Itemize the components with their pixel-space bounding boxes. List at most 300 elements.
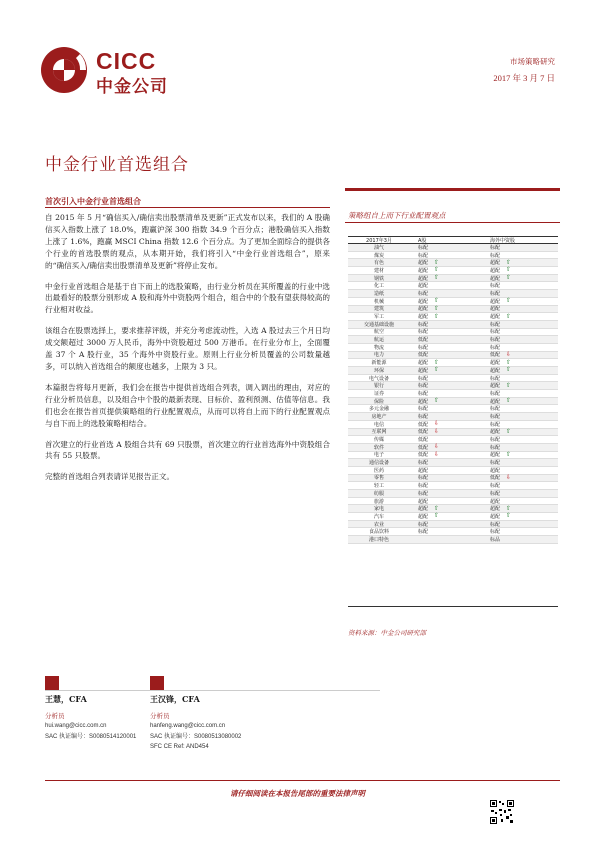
report-date: 2017 年 3 月 7 日 <box>493 73 555 83</box>
table-row <box>348 359 558 367</box>
sector-name: 新能源 <box>371 360 387 367</box>
upgrade-arrow-icon: ⇧ <box>434 258 440 266</box>
footer-rule <box>45 780 560 781</box>
offshore-rating: 标配 <box>490 444 501 451</box>
a-share-rating-cell <box>410 321 480 328</box>
sector-name: 房地产 <box>371 413 387 420</box>
sector-name: 环保 <box>373 367 384 374</box>
a-share-rating-cell <box>410 467 480 474</box>
a-share-rating: 标配 <box>418 375 429 382</box>
offshore-rating: 标配 <box>490 421 501 428</box>
upgrade-arrow-icon: ⇧ <box>506 450 512 458</box>
downgrade-arrow-icon: ⇩ <box>506 473 512 481</box>
offshore-rating-cell <box>480 382 558 389</box>
offshore-rating-cell <box>480 428 558 435</box>
offshore-rating: 超配 <box>490 513 501 520</box>
table-row <box>348 382 558 390</box>
section-divider <box>45 207 330 208</box>
a-share-rating: 超配 <box>418 298 429 305</box>
offshore-rating: 标配 <box>490 413 501 420</box>
qr-code-icon <box>490 800 514 824</box>
a-share-rating-cell <box>410 382 480 389</box>
paragraph-5: 首次建立的行业首选 A 股组合共有 69 只股票，首次建立的行业首选海外中资股组合共有 55 只股票。 <box>45 439 330 461</box>
sector-name: 医药 <box>373 467 384 474</box>
offshore-rating-cell <box>480 344 558 351</box>
table-row <box>348 498 558 506</box>
paragraph-3: 该组合在股票选择上，要求推荐评级，并充分考虑流动性，入选 A 股过去三个月日均成交额超过 3000 万人民币，海外中资股超过 500 万港币。在行业分布上，全面覆盖 37 个 A 股行业，35 个海外中资股行业。原则上行业分析员覆盖的公司数量越多，可以纳入首选组合的额度也越多，上限为 3 只。 <box>45 326 330 371</box>
table-row <box>348 490 558 498</box>
downgrade-arrow-icon: ⇩ <box>434 450 440 458</box>
sector-name: 家电 <box>373 506 384 513</box>
downgrade-arrow-icon: ⇩ <box>434 427 440 435</box>
table-row <box>348 252 558 260</box>
a-share-rating-cell <box>410 482 480 489</box>
upgrade-arrow-icon: ⇧ <box>506 381 512 389</box>
offshore-rating-cell <box>480 444 558 451</box>
table-row <box>348 390 558 398</box>
offshore-rating-cell <box>480 367 558 374</box>
header-offshore: 海外中资股 <box>490 237 516 244</box>
upgrade-arrow-icon: ⇧ <box>506 258 512 266</box>
a-share-rating: 超配 <box>418 260 429 267</box>
upgrade-arrow-icon: ⇧ <box>434 266 440 274</box>
a-share-rating: 超配 <box>418 283 429 290</box>
a-share-rating-cell <box>410 244 480 251</box>
upgrade-arrow-icon: ⇧ <box>434 512 440 520</box>
offshore-rating-cell <box>480 521 558 528</box>
offshore-rating-cell <box>480 405 558 412</box>
a-share-rating-cell <box>410 505 480 512</box>
sector-name: 电信 <box>373 421 384 428</box>
offshore-rating-cell <box>480 375 558 382</box>
offshore-rating-cell <box>480 359 558 366</box>
sector-name: 港口特色 <box>368 536 389 543</box>
author-2-role: 分析员 <box>150 711 170 720</box>
offshore-rating: 超配 <box>490 360 501 367</box>
offshore-rating-cell <box>480 536 558 543</box>
a-share-rating: 标配 <box>418 413 429 420</box>
offshore-rating-cell <box>480 490 558 497</box>
upgrade-arrow-icon: ⇧ <box>506 358 512 366</box>
table-row <box>348 482 558 490</box>
offshore-rating: 标配 <box>490 375 501 382</box>
a-share-rating: 标配 <box>418 521 429 528</box>
cicc-logo <box>40 44 190 96</box>
offshore-rating-cell <box>480 474 558 481</box>
offshore-rating-cell <box>480 321 558 328</box>
table-row <box>348 444 558 452</box>
a-share-rating: 超配 <box>418 398 429 405</box>
offshore-rating: 标配 <box>490 252 501 259</box>
a-share-rating: 标配 <box>418 406 429 413</box>
sector-name: 建材 <box>373 267 384 274</box>
a-share-rating-cell <box>410 267 480 274</box>
report-category: 市场策略研究 <box>510 57 555 66</box>
a-share-rating-cell <box>410 444 480 451</box>
offshore-rating: 标配 <box>490 321 501 328</box>
a-share-rating-cell <box>410 344 480 351</box>
offshore-rating: 标配 <box>490 483 501 490</box>
offshore-rating: 标配 <box>490 521 501 528</box>
offshore-rating-cell <box>480 436 558 443</box>
a-share-rating: 超配 <box>418 306 429 313</box>
upgrade-arrow-icon: ⇧ <box>434 366 440 374</box>
offshore-rating: 超配 <box>490 306 501 313</box>
a-share-rating-cell <box>410 413 480 420</box>
table-row <box>348 375 558 383</box>
sector-name: 机械 <box>373 298 384 305</box>
offshore-rating-cell <box>480 351 558 358</box>
a-share-rating-cell <box>410 528 480 535</box>
a-share-rating: 标配 <box>418 529 429 536</box>
table-row <box>348 282 558 290</box>
sector-allocation-table <box>348 236 558 544</box>
offshore-rating-cell <box>480 298 558 305</box>
offshore-rating: 标品 <box>490 536 501 543</box>
downgrade-arrow-icon: ⇩ <box>434 420 440 428</box>
upgrade-arrow-icon: ⇧ <box>506 297 512 305</box>
sector-name: 电力 <box>373 352 384 359</box>
offshore-rating: 标配 <box>490 490 501 497</box>
a-share-rating: 超配 <box>418 275 429 282</box>
offshore-rating: 标配 <box>490 244 501 251</box>
a-share-rating: 低配 <box>418 352 429 359</box>
table-row <box>348 298 558 306</box>
a-share-rating-cell <box>410 513 480 520</box>
downgrade-arrow-icon: ⇩ <box>434 443 440 451</box>
sector-name: 零售 <box>373 475 384 482</box>
offshore-rating-cell <box>480 275 558 282</box>
sidebar-title: 策略组自上而下行业配置观点 <box>348 211 446 220</box>
a-share-rating-cell <box>410 498 480 505</box>
sector-name: 软件 <box>373 444 384 451</box>
a-share-rating-cell <box>410 421 480 428</box>
a-share-rating-cell <box>410 367 480 374</box>
a-share-rating: 低配 <box>418 452 429 459</box>
offshore-rating-cell <box>480 267 558 274</box>
a-share-rating-cell <box>410 252 480 259</box>
offshore-rating-cell <box>480 390 558 397</box>
offshore-rating-cell <box>480 513 558 520</box>
offshore-rating-cell <box>480 467 558 474</box>
logo-text-en: CICC <box>96 48 157 74</box>
offshore-rating: 超配 <box>490 267 501 274</box>
offshore-rating-cell <box>480 498 558 505</box>
author-1 <box>45 694 136 742</box>
offshore-rating-cell <box>480 328 558 335</box>
offshore-rating-cell <box>480 282 558 289</box>
a-share-rating: 超配 <box>418 314 429 321</box>
a-share-rating: 标配 <box>418 244 429 251</box>
sidebar-title-rule <box>345 222 560 223</box>
sector-name: 电气设备 <box>368 375 389 382</box>
sector-name: 证券 <box>373 390 384 397</box>
a-share-rating-cell <box>410 359 480 366</box>
table-row <box>348 306 558 314</box>
a-share-rating-cell <box>410 436 480 443</box>
upgrade-arrow-icon: ⇧ <box>506 504 512 512</box>
author-2 <box>150 694 241 753</box>
table-row <box>348 528 558 536</box>
sector-name: 油气 <box>373 244 384 251</box>
a-share-rating: 超配 <box>418 367 429 374</box>
logo-text-cn: 中金公司 <box>96 77 168 97</box>
sector-name: 建筑 <box>373 306 384 313</box>
offshore-rating-cell <box>480 398 558 405</box>
offshore-rating: 超配 <box>490 429 501 436</box>
sector-name: 旅游 <box>373 498 384 505</box>
table-source: 资料来源：中金公司研究部 <box>348 629 426 637</box>
offshore-rating: 超配 <box>490 506 501 513</box>
offshore-rating: 低配 <box>490 352 501 359</box>
upgrade-arrow-icon: ⇧ <box>506 274 512 282</box>
sector-name: 钢铁 <box>373 275 384 282</box>
a-share-rating: 标配 <box>418 252 429 259</box>
a-share-rating-cell <box>410 351 480 358</box>
upgrade-arrow-icon: ⇧ <box>506 427 512 435</box>
offshore-rating: 标配 <box>490 337 501 344</box>
offshore-rating: 超配 <box>490 260 501 267</box>
author-2-email[interactable]: hanfeng.wang@cicc.com.cn <box>150 723 226 729</box>
a-share-rating: 低配 <box>418 429 429 436</box>
a-share-rating-cell <box>410 298 480 305</box>
a-share-rating-cell <box>410 259 480 266</box>
table-row <box>348 367 558 375</box>
table-row <box>348 321 558 329</box>
offshore-rating: 标配 <box>490 283 501 290</box>
paragraph-4: 本篇报告将每月更新，我们会在报告中提供首选组合列表，调入调出的理由，对应的行业分析员信息，以及组合中个股的最新表现、目标价、盈利预测、估值等信息。我们也会在报告首页提供策略组的行业配置观点，从而可以将自上而下的行业配置观点与自下而上的选股策略相结合。 <box>45 382 330 428</box>
table-row <box>348 329 558 337</box>
offshore-rating: 超配 <box>490 398 501 405</box>
author-1-email[interactable]: hui.wang@cicc.com.cn <box>45 723 107 729</box>
a-share-rating: 超配 <box>418 506 429 513</box>
sector-name: 互联网 <box>371 429 387 436</box>
sector-name: 传媒 <box>373 437 384 444</box>
sector-name: 航运 <box>373 337 384 344</box>
offshore-rating-cell <box>480 244 558 251</box>
offshore-rating: 超配 <box>490 367 501 374</box>
a-share-rating: 低配 <box>418 421 429 428</box>
sector-name: 煤炭 <box>373 252 384 259</box>
author-1-sac: SAC 执证编号：S0080514120001 <box>45 733 137 740</box>
table-row <box>348 405 558 413</box>
table-row <box>348 244 558 252</box>
a-share-rating-cell <box>410 398 480 405</box>
a-share-rating-cell <box>410 490 480 497</box>
offshore-rating: 标配 <box>490 437 501 444</box>
a-share-rating: 标配 <box>418 321 429 328</box>
a-share-rating-cell <box>410 474 480 481</box>
a-share-rating-cell <box>410 459 480 466</box>
sector-name: 化工 <box>373 283 384 290</box>
offshore-rating-cell <box>480 259 558 266</box>
a-share-rating-cell <box>410 305 480 312</box>
offshore-rating-cell <box>480 528 558 535</box>
offshore-rating-cell <box>480 451 558 458</box>
sector-name: 多元金融 <box>368 406 389 413</box>
upgrade-arrow-icon: ⇧ <box>506 312 512 320</box>
author-1-role: 分析员 <box>45 711 65 720</box>
offshore-rating: 标配 <box>490 406 501 413</box>
table-row <box>348 452 558 460</box>
table-body <box>348 244 558 544</box>
table-bottom-rule <box>348 606 558 607</box>
sector-name: 军工 <box>373 314 384 321</box>
offshore-rating: 低配 <box>490 475 501 482</box>
paragraph-1: 自 2015 年 5 月“确信买入/确信卖出股票清单及更新”正式发布以来，我们的 A 股确信买入指数上涨了 18.0%，跑赢沪深 300 指数 34.9 个百分点；港股确信买入指数上涨了 1.6%，跑赢 MSCI China 指数 12.6 个百分点。为了更加全面综合的提供各个行业的首选股票的观点，从本期开始，我们将引入“中金行业首选组合”，原来的“确信买入/确信卖出股票清单及更新”将停止发布。 <box>45 213 330 270</box>
table-row <box>348 513 558 521</box>
downgrade-arrow-icon: ⇩ <box>506 350 512 358</box>
cicc-logo-icon <box>40 44 90 96</box>
offshore-rating-cell <box>480 459 558 466</box>
a-share-rating: 标配 <box>418 475 429 482</box>
a-share-rating-cell <box>410 390 480 397</box>
a-share-rating: 超配 <box>418 498 429 505</box>
author-2-sac: SAC 执证编号：S0080513080002 <box>150 733 242 740</box>
sector-name: 纺服 <box>373 490 384 497</box>
table-row <box>348 505 558 513</box>
table-row <box>348 290 558 298</box>
a-share-rating-cell <box>410 521 480 528</box>
offshore-rating-cell <box>480 290 558 297</box>
a-share-rating: 标配 <box>418 290 429 297</box>
sector-name: 银行 <box>373 383 384 390</box>
a-share-rating-cell <box>410 275 480 282</box>
table-row <box>348 336 558 344</box>
table-row <box>348 267 558 275</box>
a-share-rating-cell <box>410 428 480 435</box>
a-share-rating: 标配 <box>418 483 429 490</box>
a-share-rating: 低配 <box>418 437 429 444</box>
sector-name: 保险 <box>373 398 384 405</box>
table-row <box>348 536 558 544</box>
upgrade-arrow-icon: ⇧ <box>434 297 440 305</box>
table-header <box>348 236 558 244</box>
sector-name: 交通基础设施 <box>363 321 394 328</box>
offshore-rating-cell <box>480 252 558 259</box>
table-row <box>348 429 558 437</box>
a-share-rating-cell <box>410 375 480 382</box>
upgrade-arrow-icon: ⇧ <box>434 504 440 512</box>
offshore-rating: 超配 <box>490 314 501 321</box>
offshore-rating: 标配 <box>490 460 501 467</box>
offshore-rating-cell <box>480 305 558 312</box>
a-share-rating: 标配 <box>418 383 429 390</box>
a-share-rating: 标配 <box>418 460 429 467</box>
upgrade-arrow-icon: ⇧ <box>434 358 440 366</box>
offshore-rating-cell <box>480 336 558 343</box>
paragraph-2: 中金行业首选组合是基于自下而上的选股策略，由行业分析员在其所覆盖的行业中选出最看好的股票分别形成 A 股和海外中资股两个组合，组合中的个股有望获得较高的行业相对收益。 <box>45 281 330 315</box>
table-row <box>348 344 558 352</box>
offshore-rating: 标配 <box>490 290 501 297</box>
upgrade-arrow-icon: ⇧ <box>506 266 512 274</box>
sector-name: 轻工 <box>373 483 384 490</box>
a-share-rating: 标配 <box>418 390 429 397</box>
a-share-rating-cell <box>410 282 480 289</box>
offshore-rating: 超配 <box>490 383 501 390</box>
upgrade-arrow-icon: ⇧ <box>506 366 512 374</box>
author-2-name: 王汉锋，CFA <box>150 694 200 704</box>
sector-name: 有色 <box>373 260 384 267</box>
offshore-rating: 超配 <box>490 498 501 505</box>
author-2-marker <box>150 676 164 690</box>
author-1-name: 王慧，CFA <box>45 694 87 704</box>
a-share-rating: 超配 <box>418 513 429 520</box>
table-row <box>348 436 558 444</box>
a-share-rating: 超配 <box>418 267 429 274</box>
legal-disclaimer[interactable]: 请仔细阅读在本报告尾部的重要法律声明 <box>230 789 365 798</box>
body-text <box>45 212 330 492</box>
offshore-rating-cell <box>480 313 558 320</box>
sector-name: 造纸 <box>373 290 384 297</box>
offshore-rating-cell <box>480 421 558 428</box>
offshore-rating: 标配 <box>490 529 501 536</box>
upgrade-arrow-icon: ⇧ <box>434 274 440 282</box>
a-share-rating: 标配 <box>418 344 429 351</box>
a-share-rating: 超配 <box>418 467 429 474</box>
a-share-rating: 标配 <box>418 329 429 336</box>
upgrade-arrow-icon: ⇧ <box>434 397 440 405</box>
a-share-rating-cell <box>410 336 480 343</box>
a-share-rating-cell <box>410 451 480 458</box>
author-divider <box>45 690 380 691</box>
a-share-rating-cell <box>410 405 480 412</box>
sector-name: 物流 <box>373 344 384 351</box>
a-share-rating: 低配 <box>418 337 429 344</box>
author-1-marker <box>45 676 59 690</box>
table-row <box>348 259 558 267</box>
sidebar-top-rule <box>345 188 560 191</box>
offshore-rating: 超配 <box>490 452 501 459</box>
offshore-rating-cell <box>480 505 558 512</box>
header-month: 2017年3月 <box>366 237 392 244</box>
upgrade-arrow-icon: ⇧ <box>434 304 440 312</box>
table-row <box>348 467 558 475</box>
sector-name: 汽车 <box>373 513 384 520</box>
offshore-rating-cell <box>480 482 558 489</box>
a-share-rating: 超配 <box>418 360 429 367</box>
upgrade-arrow-icon: ⇧ <box>506 512 512 520</box>
a-share-rating: 标配 <box>418 490 429 497</box>
sector-name: 通信设备 <box>368 460 389 467</box>
table-row <box>348 475 558 483</box>
upgrade-arrow-icon: ⇧ <box>434 312 440 320</box>
table-row <box>348 398 558 406</box>
upgrade-arrow-icon: ⇧ <box>506 397 512 405</box>
table-row <box>348 413 558 421</box>
offshore-rating: 标配 <box>490 329 501 336</box>
section-heading: 首次引入中金行业首选组合 <box>45 196 141 206</box>
offshore-rating-cell <box>480 413 558 420</box>
a-share-rating-cell <box>410 313 480 320</box>
sector-name: 航空 <box>373 329 384 336</box>
table-row <box>348 275 558 283</box>
a-share-rating: 低配 <box>418 444 429 451</box>
header-a-share: A股 <box>418 237 427 244</box>
sector-name: 电子 <box>373 452 384 459</box>
page-title: 中金行业首选组合 <box>45 155 189 175</box>
a-share-rating-cell <box>410 328 480 335</box>
a-share-rating-cell <box>410 290 480 297</box>
offshore-rating: 超配 <box>490 298 501 305</box>
table-row <box>348 521 558 529</box>
paragraph-6: 完整的首选组合列表请详见报告正文。 <box>45 472 175 482</box>
table-row <box>348 421 558 429</box>
table-row <box>348 459 558 467</box>
sector-name: 农业 <box>373 521 384 528</box>
offshore-rating: 标配 <box>490 344 501 351</box>
author-2-sfc: SFC CE Ref: AND454 <box>150 744 209 750</box>
